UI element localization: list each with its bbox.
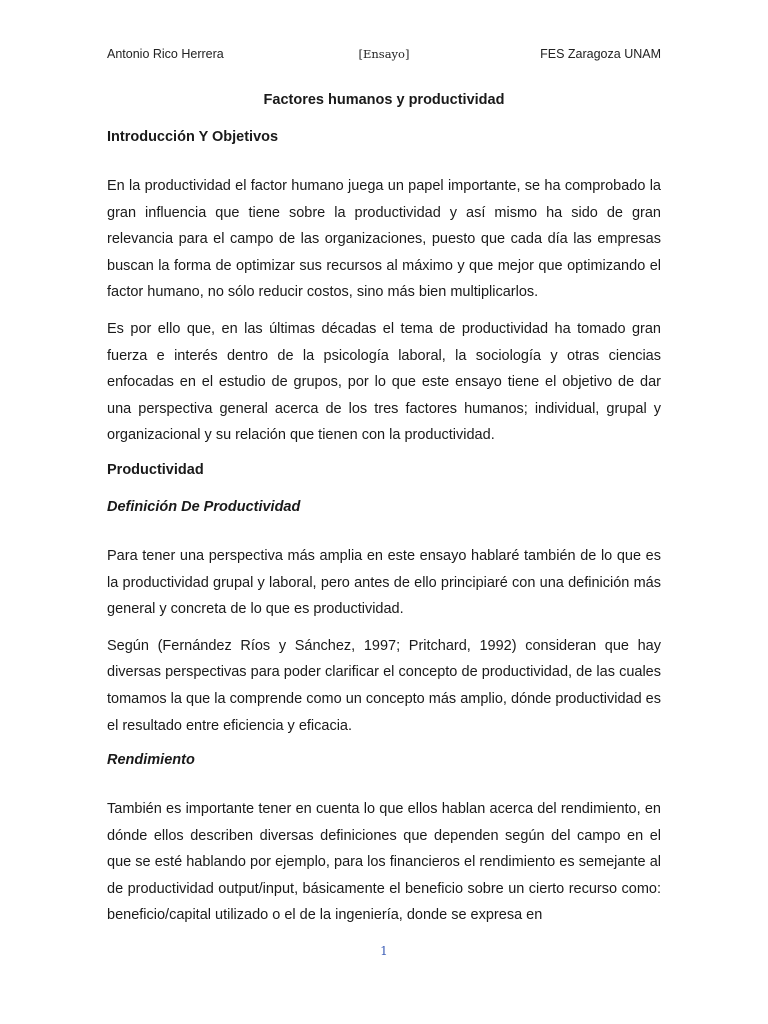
intro-paragraph-1: En la productividad el factor humano juega un papel importante, se ha comprobado la gran influencia que tiene sobre la productividad y así mismo ha sido de gran relevancia para el campo de las organizaciones, puesto que cada día las empresas buscan la forma de optimizar sus recursos al máximo y que mejor que optimizando el factor humano, no sólo reducir costos, sino más bien multiplicarlos. (107, 178, 661, 301)
definicion-heading: Definición De Productividad (107, 498, 301, 515)
header-institution: FES Zaragoza UNAM (540, 47, 661, 61)
page-number: 1 (380, 944, 388, 958)
definicion-paragraph-1: Para tener una perspectiva más amplia en este ensayo hablaré también de lo que es la productividad grupal y laboral, pero antes de ello principiaré con una definición más general y concreta de lo que es productividad. (107, 547, 661, 618)
intro-heading: Introducción Y Objetivos (107, 129, 279, 145)
document-title: Factores humanos y productividad (263, 92, 505, 108)
header-author: Antonio Rico Herrera (107, 47, 224, 61)
rendimiento-paragraph-1: También es importante tener en cuenta lo que ellos hablan acerca del rendimiento, en dónde ellos describen diversas definiciones que dependen según del campo en el que se esté hablando por ejemplo, para los financieros el rendimiento es semejante al de productividad output/input, básicamente el beneficio sobre un cierto recurso como: beneficio/capital utilizado o el de la ingeniería, donde se expresa en (107, 801, 661, 924)
productividad-heading: Productividad (107, 461, 204, 478)
document-body (107, 89, 661, 939)
rendimiento-heading: Rendimiento (107, 752, 195, 769)
definicion-paragraph-2: Según (Fernández Ríos y Sánchez, 1997; Pritchard, 1992) consideran que hay diversas perspectivas para poder clarificar el concepto de productividad, de las cuales tomamos la que la comprende como un concepto más amplio, dónde productividad es el resultado entre eficiencia y eficacia. (107, 637, 661, 734)
intro-paragraph-2: Es por ello que, en las últimas décadas el tema de productividad ha tomado gran fuerza e interés dentro de la psicología laboral, la sociología y otras ciencias enfocadas en el estudio de grupos, por lo que este ensayo tiene el objetivo de dar una perspectiva general acerca de los tres factores humanos; individual, grupal y organizacional y su relación que tienen con la productividad. (107, 320, 661, 444)
header-doc-type: [Ensayo] (358, 47, 410, 61)
